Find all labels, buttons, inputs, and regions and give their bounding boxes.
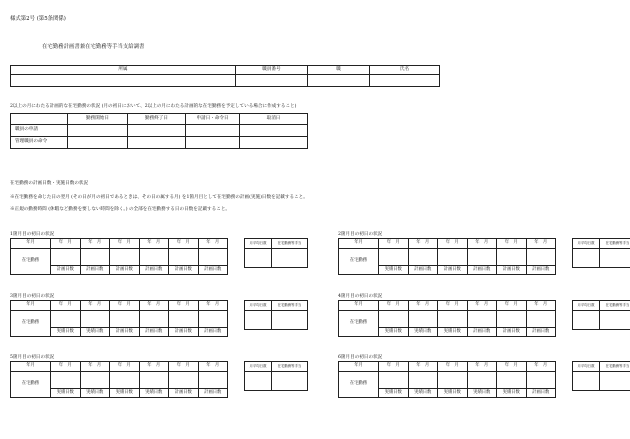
days-entry-cell[interactable] (467, 311, 497, 328)
month-block-title: 1箇月目の初日の状況 (10, 232, 55, 237)
plan-corner (11, 114, 68, 125)
days-type-label: 実績日数 (497, 389, 527, 398)
employee-dept-field[interactable] (11, 75, 236, 87)
days-type-label: 計画日数 (467, 328, 497, 337)
telework-row-label: 在宅勤務 (11, 249, 51, 275)
month-cell: 年 月 (80, 239, 110, 249)
allowance-header: 在宅勤務等手当 (272, 239, 308, 249)
days-entry-cell[interactable] (139, 249, 169, 266)
month-cell: 年 月 (497, 239, 527, 249)
month-cell: 年 月 (379, 362, 409, 372)
year-month-header: 年月 (11, 301, 51, 311)
allowance-table (244, 361, 308, 391)
days-type-label: 計画日数 (526, 389, 556, 398)
days-entry-cell[interactable] (526, 372, 556, 389)
month-cell: 年 月 (379, 239, 409, 249)
days-type-label: 実績日数 (110, 389, 140, 398)
average-days-field[interactable] (573, 372, 600, 391)
days-entry-cell[interactable] (438, 372, 468, 389)
month-cell: 年 月 (139, 362, 169, 372)
days-entry-cell[interactable] (80, 249, 110, 266)
month-cell: 年 月 (198, 301, 228, 311)
days-entry-cell[interactable] (379, 249, 409, 266)
employee-id-field[interactable] (236, 75, 308, 87)
allowance-field[interactable] (600, 311, 630, 330)
plan-cell[interactable] (240, 137, 308, 149)
allowance-header: 在宅勤務等手当 (272, 362, 308, 372)
days-entry-cell[interactable] (438, 311, 468, 328)
days-type-label: 計画日数 (198, 328, 228, 337)
days-entry-cell[interactable] (51, 311, 81, 328)
days-type-label: 実績日数 (80, 389, 110, 398)
days-entry-cell[interactable] (169, 372, 199, 389)
month-block-title: 3箇月目の初日の状況 (10, 294, 55, 299)
allowance-table (572, 300, 630, 330)
allowance-field[interactable] (600, 249, 630, 268)
month-cell: 年 月 (526, 239, 556, 249)
days-entry-cell[interactable] (497, 372, 527, 389)
average-days-header: 月平均日数 (573, 239, 600, 249)
days-entry-cell[interactable] (198, 249, 228, 266)
plan-cell[interactable] (186, 137, 240, 149)
month-cell: 年 月 (169, 301, 199, 311)
days-type-label: 実績日数 (379, 389, 409, 398)
allowance-field[interactable] (272, 372, 308, 391)
year-month-header: 年月 (339, 362, 379, 372)
month-cell: 年 月 (139, 301, 169, 311)
month-days-table (338, 238, 556, 275)
days-type-label: 実績日数 (408, 328, 438, 337)
average-days-field[interactable] (573, 249, 600, 268)
days-type-label: 計画日数 (169, 266, 199, 275)
average-days-field[interactable] (573, 311, 600, 330)
days-type-label: 計画日数 (110, 328, 140, 337)
allowance-table (244, 238, 308, 268)
month-cell: 年 月 (438, 362, 468, 372)
year-month-header: 年月 (11, 239, 51, 249)
plan-header-cancel: 取消日 (240, 114, 308, 125)
allowance-header: 在宅勤務等手当 (600, 301, 630, 311)
days-heading: 在宅勤務の計画日数・実施日数の状況 (10, 181, 89, 186)
days-entry-cell[interactable] (379, 372, 409, 389)
month-cell: 年 月 (526, 362, 556, 372)
month-cell: 年 月 (80, 362, 110, 372)
days-type-label: 計画日数 (139, 328, 169, 337)
month-days-table (10, 300, 228, 337)
days-entry-cell[interactable] (80, 372, 110, 389)
allowance-table (572, 361, 630, 391)
days-entry-cell[interactable] (169, 249, 199, 266)
days-type-label: 計画日数 (51, 266, 81, 275)
month-days-table (10, 238, 228, 275)
days-entry-cell[interactable] (497, 249, 527, 266)
employee-name-field[interactable] (370, 75, 440, 87)
month-cell: 年 月 (51, 301, 81, 311)
employee-header-post: 職 (308, 66, 370, 75)
plan-cell[interactable] (128, 125, 186, 137)
allowance-table (572, 238, 630, 268)
year-month-header: 年月 (339, 239, 379, 249)
month-cell: 年 月 (80, 301, 110, 311)
days-entry-cell[interactable] (408, 372, 438, 389)
allowance-header: 在宅勤務等手当 (600, 362, 630, 372)
telework-row-label: 在宅勤務 (11, 311, 51, 337)
month-cell: 年 月 (438, 239, 468, 249)
days-type-label: 計画日数 (110, 266, 140, 275)
month-cell: 年 月 (408, 362, 438, 372)
telework-row-label: 在宅勤務 (11, 372, 51, 398)
days-type-label: 計画日数 (408, 266, 438, 275)
month-cell: 年 月 (51, 239, 81, 249)
days-entry-cell[interactable] (467, 249, 497, 266)
plan-header-end: 勤務終了日 (128, 114, 186, 125)
plan-cell[interactable] (240, 125, 308, 137)
average-days-field[interactable] (245, 311, 272, 330)
days-entry-cell[interactable] (526, 249, 556, 266)
days-entry-cell[interactable] (408, 249, 438, 266)
days-entry-cell[interactable] (139, 372, 169, 389)
days-entry-cell[interactable] (467, 372, 497, 389)
month-cell: 年 月 (379, 301, 409, 311)
employee-table (10, 65, 440, 87)
average-days-header: 月平均日数 (573, 362, 600, 372)
month-cell: 年 月 (467, 362, 497, 372)
days-entry-cell[interactable] (379, 311, 409, 328)
days-type-label: 計画日数 (526, 266, 556, 275)
days-entry-cell[interactable] (110, 311, 140, 328)
days-entry-cell[interactable] (526, 311, 556, 328)
month-cell: 年 月 (467, 239, 497, 249)
days-type-label: 実績日数 (139, 389, 169, 398)
days-type-label: 実績日数 (379, 266, 409, 275)
plan-cell[interactable] (128, 137, 186, 149)
days-entry-cell[interactable] (198, 311, 228, 328)
year-month-header: 年月 (11, 362, 51, 372)
days-type-label: 計画日数 (467, 266, 497, 275)
days-type-label: 計画日数 (438, 266, 468, 275)
allowance-table (244, 300, 308, 330)
days-note-2: ※正規の勤務時間 (休暇など勤務を要しない時間を除く。) の全部を在宅勤務する日の日数を記載すること。 (10, 207, 231, 212)
employee-header-dept: 所属 (11, 66, 236, 75)
days-type-label: 計画日数 (497, 266, 527, 275)
average-days-header: 月平均日数 (573, 301, 600, 311)
month-cell: 年 月 (110, 239, 140, 249)
days-entry-cell[interactable] (139, 311, 169, 328)
month-cell: 年 月 (408, 301, 438, 311)
days-entry-cell[interactable] (51, 249, 81, 266)
telework-row-label: 在宅勤務 (339, 249, 379, 275)
month-cell: 年 月 (169, 239, 199, 249)
days-type-label: 実績日数 (438, 328, 468, 337)
month-cell: 年 月 (438, 301, 468, 311)
month-block-title: 5箇月目の初日の状況 (10, 355, 55, 360)
days-entry-cell[interactable] (497, 311, 527, 328)
month-cell: 年 月 (139, 239, 169, 249)
average-days-field[interactable] (245, 249, 272, 268)
days-entry-cell[interactable] (110, 372, 140, 389)
days-entry-cell[interactable] (438, 249, 468, 266)
days-entry-cell[interactable] (80, 311, 110, 328)
month-days-table (338, 361, 556, 398)
days-entry-cell[interactable] (110, 249, 140, 266)
plan-cell[interactable] (68, 125, 128, 137)
plan-header-start: 勤務開始日 (68, 114, 128, 125)
days-type-label: 計画日数 (169, 389, 199, 398)
allowance-field[interactable] (600, 372, 630, 391)
days-entry-cell[interactable] (169, 311, 199, 328)
days-type-label: 実績日数 (51, 328, 81, 337)
employee-header-name: 氏名 (370, 66, 440, 75)
average-days-header: 月平均日数 (245, 301, 272, 311)
average-days-field[interactable] (245, 372, 272, 391)
telework-row-label: 在宅勤務 (339, 372, 379, 398)
days-entry-cell[interactable] (51, 372, 81, 389)
plan-row-label: 職員の申請 (11, 125, 68, 137)
plan-cell[interactable] (186, 125, 240, 137)
days-entry-cell[interactable] (408, 311, 438, 328)
month-cell: 年 月 (408, 239, 438, 249)
employee-post-field[interactable] (308, 75, 370, 87)
days-type-label: 実績日数 (51, 389, 81, 398)
days-entry-cell[interactable] (198, 372, 228, 389)
allowance-header: 在宅勤務等手当 (272, 301, 308, 311)
days-type-label: 計画日数 (497, 328, 527, 337)
month-cell: 年 月 (110, 301, 140, 311)
plan-cell[interactable] (68, 137, 128, 149)
days-type-label: 計画日数 (198, 389, 228, 398)
days-type-label: 実績日数 (438, 389, 468, 398)
telework-row-label: 在宅勤務 (339, 311, 379, 337)
month-days-table (338, 300, 556, 337)
plan-header-apply: 申請日・命令日 (186, 114, 240, 125)
average-days-header: 月平均日数 (245, 362, 272, 372)
plan-row-label: 管理職員の命令 (11, 137, 68, 149)
days-type-label: 実績日数 (379, 328, 409, 337)
month-cell: 年 月 (526, 301, 556, 311)
month-cell: 年 月 (467, 301, 497, 311)
days-type-label: 計画日数 (139, 266, 169, 275)
month-cell: 年 月 (51, 362, 81, 372)
month-cell: 年 月 (110, 362, 140, 372)
days-type-label: 実績日数 (467, 389, 497, 398)
days-note-1: ※在宅勤務を命じた日の翌月 (その日が月の初日であるときは、その日の属する月) を1箇月目として在宅勤務の計画(実施)日数を記載すること。 (10, 195, 308, 200)
days-type-label: 実績日数 (408, 389, 438, 398)
year-month-header: 年月 (339, 301, 379, 311)
days-type-label: 計画日数 (80, 266, 110, 275)
month-cell: 年 月 (169, 362, 199, 372)
month-cell: 年 月 (497, 362, 527, 372)
days-type-label: 計画日数 (526, 328, 556, 337)
month-cell: 年 月 (198, 362, 228, 372)
employee-header-id: 職員番号 (236, 66, 308, 75)
form-title: 在宅勤務計画書兼在宅勤務等手当支給調書 (42, 44, 145, 50)
plan-table (10, 113, 308, 149)
form-number: 様式第2号 (第5条関係) (10, 16, 66, 22)
month-cell: 年 月 (198, 239, 228, 249)
days-type-label: 計画日数 (198, 266, 228, 275)
allowance-field[interactable] (272, 311, 308, 330)
average-days-header: 月平均日数 (245, 239, 272, 249)
month-block-title: 4箇月目の初日の状況 (338, 294, 383, 299)
days-type-label: 計画日数 (169, 328, 199, 337)
month-block-title: 2箇月目の初日の状況 (338, 232, 383, 237)
month-days-table (10, 361, 228, 398)
days-type-label: 実績日数 (80, 328, 110, 337)
plan-note: 2以上の月にわたる計画的な在宅勤務の状況 (月の初日において、2以上の月にわたる計画的な在宅勤務を予定している場合に作成すること) (10, 104, 297, 109)
month-block-title: 6箇月目の初日の状況 (338, 355, 383, 360)
month-cell: 年 月 (497, 301, 527, 311)
allowance-header: 在宅勤務等手当 (600, 239, 630, 249)
allowance-field[interactable] (272, 249, 308, 268)
